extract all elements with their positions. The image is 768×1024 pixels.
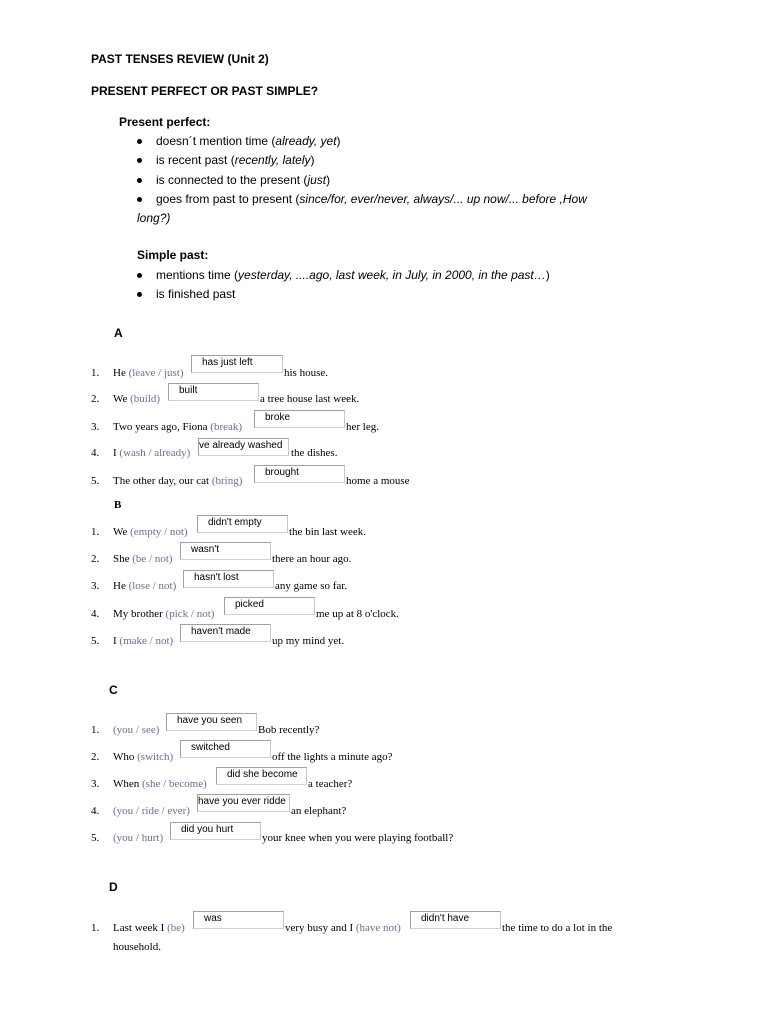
exercise-a1-post: his house. [284, 367, 328, 379]
exercise-b1: 1. We (empty / not) [91, 526, 188, 538]
answer-input-b4[interactable]: picked [224, 597, 315, 615]
exercise-c1: 1. (you / see) [91, 724, 160, 736]
exercise-c2-post: off the lights a minute ago? [272, 751, 393, 763]
section-a-label: A [114, 326, 123, 340]
exercise-d1-post: the time to do a lot in the [502, 922, 613, 934]
bullet-icon [137, 178, 142, 183]
exercise-c5: 5. (you / hurt) [91, 832, 164, 844]
exercise-b2-post: there an hour ago. [272, 553, 352, 565]
exercise-b4-post: me up at 8 o'clock. [316, 608, 399, 620]
simple-past-heading: Simple past: [137, 248, 209, 262]
answer-input-c2[interactable]: switched [180, 740, 271, 758]
answer-input-a5[interactable]: brought [254, 465, 345, 483]
exercise-d1: 1. Last week I (be) [91, 922, 185, 934]
section-c-label: C [109, 683, 118, 697]
exercise-c4: 4. (you / ride / ever) [91, 805, 190, 817]
exercise-b5: 5. I (make / not) [91, 635, 174, 647]
exercise-c3-post: a teacher? [308, 778, 353, 790]
answer-input-a2[interactable]: built [168, 383, 259, 401]
pp-bullet-4: goes from past to present (since/for, ever/never, always/... up now/... before ,How [137, 192, 587, 206]
page-title: PAST TENSES REVIEW (Unit 2) [91, 52, 269, 66]
answer-input-c1[interactable]: have you seen [166, 713, 257, 731]
section-d-label: D [109, 880, 118, 894]
pp-bullet-3: is connected to the present (just) [137, 173, 330, 187]
exercise-d1-mid: very busy and I (have not) [285, 922, 401, 934]
exercise-b5-post: up my mind yet. [272, 635, 345, 647]
answer-input-a1[interactable]: has just left [191, 355, 283, 373]
answer-input-a4[interactable]: ve already washed [198, 438, 289, 456]
exercise-c5-post: your knee when you were playing football? [262, 832, 454, 844]
exercise-c3: 3. When (she / become) [91, 778, 207, 790]
exercise-b4: 4. My brother (pick / not) [91, 608, 215, 620]
page-subtitle: PRESENT PERFECT OR PAST SIMPLE? [91, 84, 319, 98]
answer-input-c3[interactable]: did she become [216, 767, 307, 785]
bullet-icon [137, 139, 142, 144]
exercise-a5-post: home a mouse [346, 475, 410, 487]
exercise-a3: 3. Two years ago, Fiona (break) [91, 421, 243, 433]
answer-input-b3[interactable]: hasn't lost [183, 570, 274, 588]
bullet-icon [137, 197, 142, 202]
answer-input-a3[interactable]: broke [254, 410, 345, 428]
exercise-a4-post: the dishes. [291, 447, 338, 459]
exercise-a2-post: a tree house last week. [260, 393, 360, 405]
answer-input-d1-b[interactable]: didn't have [410, 911, 501, 929]
answer-input-d1-a[interactable]: was [193, 911, 284, 929]
exercise-a2: 2. We (build) [91, 393, 161, 405]
exercise-a5: 5. The other day, our cat (bring) [91, 475, 243, 487]
exercise-a3-post: her leg. [346, 421, 379, 433]
exercise-b3-post: any game so far. [275, 580, 348, 592]
sp-bullet-2: is finished past [137, 287, 235, 301]
exercise-a4: 4. I (wash / already) [91, 447, 191, 459]
answer-input-b2[interactable]: wasn't [180, 542, 271, 560]
answer-input-b5[interactable]: haven't made [180, 624, 271, 642]
answer-input-c5[interactable]: did you hurt [170, 822, 261, 840]
bullet-icon [137, 292, 142, 297]
pp-bullet-1: doesn´t mention time (already, yet) [137, 134, 341, 148]
answer-input-b1[interactable]: didn't empty [197, 515, 288, 533]
exercise-b3: 3. He (lose / not) [91, 580, 177, 592]
section-b-label: B [114, 499, 122, 511]
exercise-d1-continuation: household. [113, 941, 161, 953]
answer-input-c4[interactable]: have you ever ridde [197, 794, 290, 812]
present-perfect-heading: Present perfect: [119, 115, 211, 129]
pp-bullet-2: is recent past (recently, lately) [137, 153, 315, 167]
exercise-b1-post: the bin last week. [289, 526, 366, 538]
bullet-icon [137, 273, 142, 278]
sp-bullet-1: mentions time (yesterday, ....ago, last week, in July, in 2000, in the past…) [137, 268, 550, 282]
exercise-c4-post: an elephant? [291, 805, 347, 817]
exercise-b2: 2. She (be / not) [91, 553, 173, 565]
pp-bullet-4-continuation: long?) [137, 211, 171, 225]
exercise-c1-post: Bob recently? [258, 724, 320, 736]
exercise-a1: 1. He (leave / just) [91, 367, 184, 379]
bullet-icon [137, 158, 142, 163]
exercise-c2: 2. Who (switch) [91, 751, 174, 763]
